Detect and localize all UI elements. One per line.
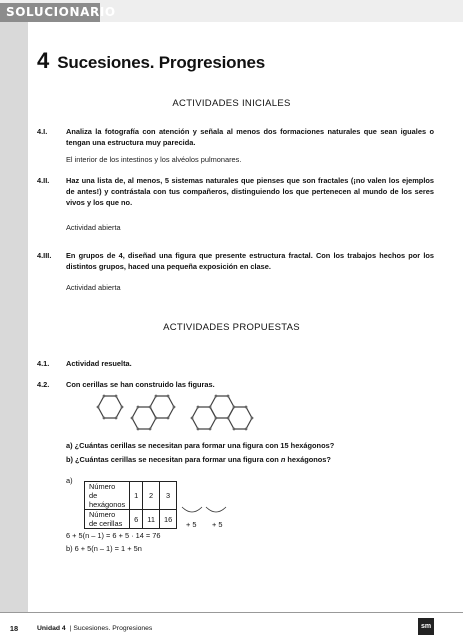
item-question: En grupos de 4, diseñad una figura que presente estructura fractal. Con los trabajos hechos por los distintos grupos, haced una pequeña exposición en clase. — [66, 251, 434, 271]
subquestion-a: a) ¿Cuántas cerillas se necesitan para formar una figura con 15 hexágonos? — [66, 441, 335, 450]
table-row: Número de hexágonos 1 2 3 — [85, 482, 177, 510]
footer-rule — [0, 612, 463, 613]
footer-text — [37, 625, 152, 632]
hexagon-figure-1 — [98, 396, 122, 418]
item-answer: Actividad abierta — [66, 223, 121, 232]
footer-unit: Unidad 4 — [37, 625, 66, 632]
calculation-b: b) 6 + 5(n – 1) = 1 + 5n — [66, 544, 142, 553]
solucionario-header: SOLUCIONARIO — [0, 3, 100, 22]
item-question: Analiza la fotografía con atención y señala al menos dos formaciones naturales que sean iguales o tengan una estructura muy parecida. — [66, 127, 434, 147]
chapter-title: Sucesiones. Progresiones — [57, 53, 266, 72]
solution-a — [66, 476, 173, 528]
table-row: Número de cerillas 6 11 16 — [85, 510, 177, 529]
section-title-iniciales: ACTIVIDADES INICIALES — [172, 98, 291, 109]
page-number: 18 — [9, 624, 19, 633]
publisher-logo: sm — [418, 618, 434, 635]
solution-a-label: a) — [66, 476, 73, 485]
subquestion-b: b) ¿Cuántas cerillas se necesitan para formar una figura con n hexágonos? — [66, 455, 331, 464]
chapter-heading — [37, 48, 265, 76]
item-question: Con cerillas se han construido las figuras. — [66, 380, 215, 389]
item-number: 4.II. — [37, 176, 50, 185]
item-question: Actividad resuelta. — [66, 359, 132, 368]
difference-label-2: + 5 — [212, 520, 223, 529]
footer-separator: | — [69, 625, 72, 632]
item-number: 4.2. — [37, 380, 50, 389]
chapter-number: 4 — [37, 48, 50, 73]
calculation-a: 6 + 5(n – 1) = 6 + 5 · 14 = 76 — [66, 531, 161, 540]
difference-label-1: + 5 — [186, 520, 197, 529]
footer-title: Sucesiones. Progresiones — [73, 625, 153, 632]
cerillas-table — [84, 481, 177, 529]
difference-arrows — [170, 505, 250, 535]
item-question: Haz una lista de, al menos, 5 sistemas naturales que pienses que son fractales (¡no valen los ejemplos de antes!) y contrástala con tus compañeros, distinguiendo los que pertenecen al mundo de los seres vivos y los que no. — [66, 176, 434, 207]
item-answer: Actividad abierta — [66, 283, 121, 292]
item-answer: El interior de los intestinos y los alvéolos pulmonares. — [66, 155, 242, 164]
item-number: 4.I. — [37, 127, 48, 136]
section-title-propuestas: ACTIVIDADES PROPUESTAS — [163, 322, 300, 333]
hexagon-figure-2 — [132, 396, 174, 429]
item-number: 4.III. — [37, 251, 52, 260]
hexagon-figure-3 — [192, 396, 252, 429]
item-number: 4.1. — [37, 359, 50, 368]
left-sidebar — [0, 22, 28, 612]
hexagon-figures — [90, 390, 280, 435]
